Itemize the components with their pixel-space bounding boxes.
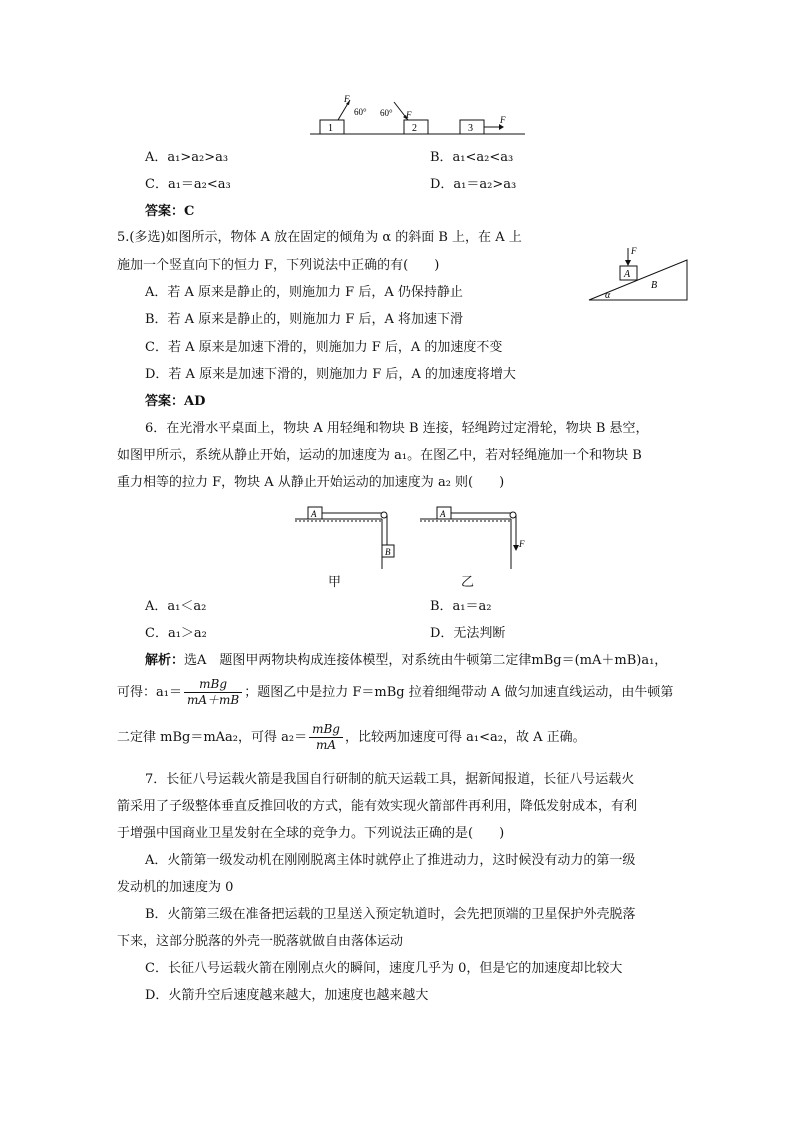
q6-stem-line2: 如图甲所示，系统从静止开始，运动的加速度为 a₁。在图乙中，若对轻绳施加一个和物块 B [117, 448, 642, 463]
q6-option-d: D．无法判断 [430, 626, 506, 641]
q4-option-d: D．a₁＝a₂>a₃ [430, 177, 517, 192]
angle-label: α [605, 290, 611, 301]
analysis-text-2a: 可得：a₁＝ [117, 685, 182, 700]
incline-b [589, 260, 687, 300]
q7-option-d: D．火箭升空后速度越来越大，加速度也越来越大 [145, 988, 429, 1003]
pulley [381, 512, 387, 518]
q6-analysis-line1 [145, 651, 667, 671]
q7-option-b-line1: B．火箭第三级在准备把运载的卫星送入预定轨道时，会先把顶端的卫星保护外壳脱落 [145, 907, 636, 922]
q6-caption-left: 甲 [328, 575, 342, 590]
q7-stem-line1: 7．长征八号运载火箭是我国自行研制的航天运载工具，据新闻报道，长征八号运载火 [145, 772, 635, 787]
pulley [510, 512, 516, 518]
q4-answer: 答案：C [145, 204, 195, 219]
force-label: F [519, 539, 525, 549]
q7-option-c: C．长征八号运载火箭在刚刚点火的瞬间，速度几乎为 0，但是它的加速度却比较大 [145, 961, 623, 976]
q6-option-c: C．a₁＞a₂ [145, 626, 207, 641]
q7-option-a-line2: 发动机的加速度为 0 [117, 880, 234, 895]
analysis-label: 解析： [145, 653, 185, 668]
force-label: F [631, 246, 637, 256]
q7-stem-line3: 于增强中国商业卫星发射在全球的竞争力。下列说法正确的是( ) [117, 826, 505, 841]
block-1-label: 1 [328, 123, 333, 134]
q5-figure-incline [585, 243, 695, 305]
block-b-label: B [385, 547, 391, 557]
block-a-label: A [440, 509, 446, 519]
angle-label-2: 60° [380, 108, 393, 118]
analysis-text-2b: ；题图乙中是拉力 F＝mBg 拉着细绳带动 A 做匀加速直线运动，由牛顿第 [244, 685, 674, 700]
q6-analysis-line2 [117, 677, 673, 708]
q7-option-b-line2: 下来，这部分脱落的外壳一脱落就做自由落体运动 [117, 934, 404, 949]
block-a-label: A [624, 269, 631, 280]
analysis-text-3b: ，比较两加速度可得 a₁<a₂，故 A 正确。 [345, 730, 586, 745]
angle-label-1: 60° [354, 107, 367, 117]
q6-stem-line1: 6．在光滑水平桌面上，物块 A 用轻绳和物块 B 连接，轻绳跨过定滑轮，物块 B 悬空， [145, 421, 649, 436]
q6-option-b: B．a₁＝a₂ [430, 599, 492, 614]
force-arrowhead-down [625, 260, 631, 266]
incline-label: B [651, 280, 658, 291]
q7-option-a-line1: A．火箭第一级发动机在刚刚脱离主体时就停止了推进动力，这时候没有动力的第一级 [145, 853, 636, 868]
q5-option-a: A．若 A 原来是静止的，则施加力 F 后，A 仍保持静止 [145, 285, 463, 300]
q6-figure-right [415, 503, 525, 575]
fraction-a2-denominator: mA [316, 738, 337, 752]
q5-stem-line1: 5.(多选)如图所示，物体 A 放在固定的倾角为 α 的斜面 B 上，在 A 上 [117, 230, 522, 245]
q7-stem-line2: 箭采用了子级整体垂直反推回收的方式，能有效实现火箭部件再利用，降低发射成本，有利 [117, 799, 638, 814]
block-2-label: 2 [412, 123, 417, 134]
q4-option-b: B．a₁<a₂<a₃ [430, 150, 514, 165]
fraction-a2-numerator: mBg [309, 722, 343, 738]
analysis-text-3a: 二定律 mBg＝mAa₂，可得 a₂＝ [117, 730, 308, 745]
analysis-text-1: 选A 题图甲两物块构成连接体模型，对系统由牛顿第二定律mBg＝(mA＋mB)a₁， [184, 653, 668, 668]
fraction-a1-denominator: mA＋mB [186, 693, 240, 707]
q6-option-a: A．a₁＜a₂ [145, 599, 207, 614]
q4-option-a: A．a₁>a₂>a₃ [145, 150, 229, 165]
force-label-3: F [500, 115, 506, 125]
q6-caption-right: 乙 [461, 575, 475, 590]
block-a-label: A [311, 509, 317, 519]
q5-answer: 答案：AD [145, 394, 206, 409]
q4-option-c: C．a₁＝a₂<a₃ [145, 177, 231, 192]
force-label-1: F [344, 94, 350, 104]
q5-option-c: C．若 A 原来是加速下滑的，则施加力 F 后，A 的加速度不变 [145, 340, 503, 355]
q6-stem-line3: 重力相等的拉力 F，物块 A 从静止开始运动的加速度为 a₂ 则( ) [117, 475, 505, 490]
q5-stem-line2: 施加一个竖直向下的恒力 F，下列说法中正确的有( ) [117, 258, 440, 273]
q5-option-d: D．若 A 原来是加速下滑的，则施加力 F 后，A 的加速度将增大 [145, 367, 516, 382]
figure-blocks-force [300, 90, 530, 140]
force-label-2: F [406, 110, 412, 120]
fraction-a2 [309, 722, 343, 753]
fraction-a1 [184, 677, 242, 708]
block-3-label: 3 [468, 123, 473, 134]
fraction-a1-numerator: mBg [184, 677, 242, 693]
q5-option-b: B．若 A 原来是静止的，则施加力 F 后，A 将加速下滑 [145, 312, 464, 327]
q6-figure-left [290, 503, 400, 575]
q6-analysis-line3 [117, 722, 586, 753]
